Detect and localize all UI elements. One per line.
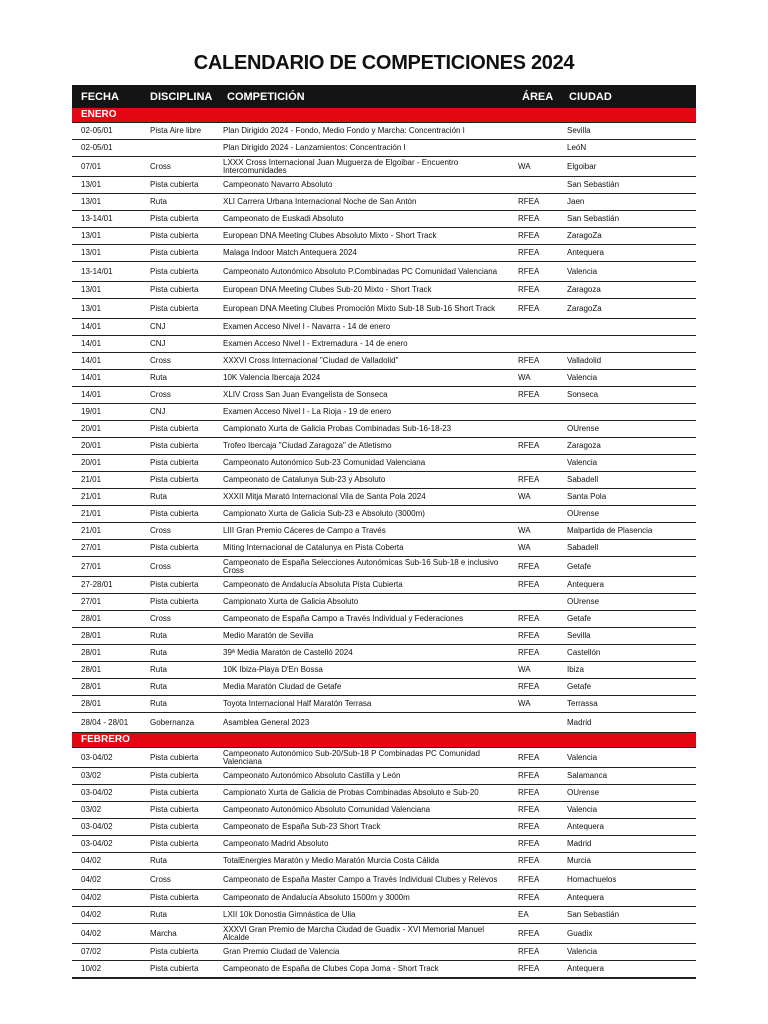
cell-fecha: 14/01: [81, 357, 102, 365]
table-row: [72, 577, 696, 594]
cell-area: RFEA: [518, 286, 540, 294]
cell-disciplina: Pista cubierta: [150, 267, 199, 276]
cell-fecha: 14/01: [81, 323, 102, 331]
cell-competicion: 39ª Media Maratón de Castelló 2024: [223, 649, 353, 657]
cell-area: WA: [518, 162, 531, 171]
cell-fecha: 04/02: [81, 875, 102, 884]
cell-fecha: 28/01: [81, 615, 102, 623]
cell-competicion: Campionato Xurta de Galicia de Probas Combinadas Absoluto e Sub-20: [223, 789, 479, 797]
cell-ciudad: Getafe: [567, 562, 592, 571]
cell-fecha: 20/01: [81, 442, 102, 450]
cell-ciudad: Getafe: [567, 615, 592, 623]
table-row: [72, 455, 696, 472]
calendar-table: [72, 85, 696, 979]
table-row: [72, 924, 696, 944]
cell-disciplina: Pista cubierta: [150, 286, 199, 294]
cell-fecha: 03/02: [81, 806, 102, 814]
table-row: [72, 713, 696, 733]
cell-fecha: 28/01: [81, 683, 102, 691]
table-row: [72, 890, 696, 907]
cell-fecha: 27-28/01: [81, 581, 113, 589]
cell-fecha: 13-14/01: [81, 215, 113, 223]
cell-fecha: 21/01: [81, 510, 102, 518]
cell-ciudad: Ibiza: [567, 666, 584, 674]
table-row: [72, 262, 696, 282]
cell-disciplina: Pista cubierta: [150, 894, 199, 902]
cell-disciplina: Ruta: [150, 911, 167, 919]
cell-fecha: 03/02: [81, 772, 102, 780]
cell-disciplina: Ruta: [150, 374, 167, 382]
cell-competicion: 10K Ibiza-Playa D'En Bossa: [223, 666, 323, 674]
cell-disciplina: Pista cubierta: [150, 753, 199, 762]
cell-competicion: Campeonato Autonómico Sub-20/Sub-18 P Combinadas PC Comunidad Valenciana: [223, 749, 480, 766]
cell-fecha: 13/01: [81, 249, 102, 257]
cell-area: RFEA: [518, 232, 540, 240]
table-row: [72, 594, 696, 611]
cell-competicion: XLIV Cross San Juan Evangelista de Sonseca: [223, 391, 388, 399]
cell-fecha: 04/02: [81, 894, 102, 902]
cell-fecha: 19/01: [81, 408, 102, 416]
cell-fecha: 20/01: [81, 459, 102, 467]
cell-area: RFEA: [518, 391, 540, 399]
cell-ciudad: Antequera: [567, 249, 604, 257]
cell-ciudad: ZaragoZa: [567, 232, 602, 240]
cell-disciplina: Pista cubierta: [150, 425, 199, 433]
cell-fecha: 21/01: [81, 493, 102, 501]
cell-ciudad: OUrense: [567, 510, 600, 518]
cell-ciudad: Sabadell: [567, 544, 599, 552]
cell-disciplina: CNJ: [150, 408, 166, 416]
table-row: [72, 404, 696, 421]
cell-area: RFEA: [518, 948, 540, 956]
cell-disciplina: Pista cubierta: [150, 581, 199, 589]
cell-fecha: 07/01: [81, 162, 102, 171]
cell-ciudad: Zaragoza: [567, 286, 601, 294]
cell-ciudad: Guadix: [567, 929, 593, 938]
cell-ciudad: Madrid: [567, 718, 592, 727]
cell-disciplina: Ruta: [150, 857, 167, 865]
cell-disciplina: Ruta: [150, 683, 167, 691]
cell-competicion: Campeonato Autonómico Sub-23 Comunidad Valenciana: [223, 459, 426, 467]
table-body: [72, 108, 696, 978]
cell-disciplina: Marcha: [150, 929, 177, 938]
cell-area: RFEA: [518, 632, 540, 640]
cell-ciudad: Castellón: [567, 649, 601, 657]
cell-competicion: Gran Premio Ciudad de Valencia: [223, 948, 340, 956]
cell-area: EA: [518, 911, 529, 919]
table-header: [72, 85, 696, 108]
table-row: [72, 211, 696, 228]
table-row: [72, 870, 696, 890]
cell-competicion: Campeonato Autonómico Absoluto P.Combinadas PC Comunidad Valenciana: [223, 267, 498, 276]
table-row: [72, 336, 696, 353]
cell-competicion: Plan Dirigido 2024 - Fondo, Medio Fondo y Marcha: Concentración I: [223, 127, 465, 135]
month-header: ENERO: [72, 108, 696, 123]
cell-disciplina: Ruta: [150, 493, 167, 501]
cell-disciplina: Pista Aire libre: [150, 127, 202, 135]
cell-area: RFEA: [518, 615, 540, 623]
cell-fecha: 28/01: [81, 666, 102, 674]
cell-disciplina: Ruta: [150, 632, 167, 640]
header-ciudad: CIUDAD: [569, 90, 612, 103]
cell-disciplina: Cross: [150, 391, 171, 399]
table-row: [72, 540, 696, 557]
cell-disciplina: Pista cubierta: [150, 806, 199, 814]
table-row: [72, 802, 696, 819]
cell-area: RFEA: [518, 442, 540, 450]
cell-area: RFEA: [518, 357, 540, 365]
cell-disciplina: Ruta: [150, 666, 167, 674]
cell-disciplina: Pista cubierta: [150, 304, 199, 313]
cell-fecha: 27/01: [81, 598, 102, 606]
cell-fecha: 13-14/01: [81, 267, 113, 276]
cell-fecha: 03-04/02: [81, 823, 113, 831]
cell-disciplina: Ruta: [150, 700, 167, 708]
cell-fecha: 03-04/02: [81, 789, 113, 797]
cell-ciudad: Valencia: [567, 948, 598, 956]
cell-area: RFEA: [518, 198, 540, 206]
cell-ciudad: Antequera: [567, 894, 604, 902]
table-row: [72, 123, 696, 140]
cell-disciplina: Pista cubierta: [150, 789, 199, 797]
table-row: [72, 785, 696, 802]
cell-competicion: Campeonato Navarro Absoluto: [223, 181, 333, 189]
cell-competicion: Malaga Indoor Match Antequera 2024: [223, 249, 357, 257]
table-row: [72, 319, 696, 336]
cell-fecha: 27/01: [81, 562, 102, 571]
table-row: [72, 506, 696, 523]
cell-competicion: Plan Dirigido 2024 - Lanzamientos: Concentración I: [223, 144, 406, 152]
cell-competicion: Campeonato de Catalunya Sub-23 y Absoluto: [223, 476, 386, 484]
cell-area: RFEA: [518, 875, 540, 884]
cell-ciudad: Malpartida de Plasencia: [567, 527, 653, 535]
table-row: [72, 387, 696, 404]
cell-area: RFEA: [518, 267, 540, 276]
table-row: [72, 438, 696, 455]
cell-disciplina: Pista cubierta: [150, 948, 199, 956]
cell-competicion: LXXX Cross Internacional Juan Muguerza de Elgoibar - Encuentro Intercomunidades: [223, 158, 459, 175]
cell-disciplina: Cross: [150, 162, 171, 171]
cell-ciudad: Salamanca: [567, 772, 608, 780]
cell-competicion: European DNA Meeting Clubes Absoluto Mixto - Short Track: [223, 232, 437, 240]
cell-fecha: 14/01: [81, 391, 102, 399]
cell-fecha: 28/01: [81, 700, 102, 708]
cell-area: WA: [518, 527, 531, 535]
cell-disciplina: Pista cubierta: [150, 823, 199, 831]
cell-ciudad: Antequera: [567, 823, 604, 831]
cell-competicion: Trofeo Ibercaja "Ciudad Zaragoza" de Atletismo: [223, 442, 392, 450]
header-competicion: COMPETICIÓN: [227, 90, 305, 103]
cell-competicion: Campeonato Autonómico Absoluto Comunidad Valenciana: [223, 806, 431, 814]
cell-area: WA: [518, 700, 531, 708]
cell-competicion: Campionato Xurta de Galicia Absoluto: [223, 598, 359, 606]
cell-ciudad: Hornachuelos: [567, 875, 617, 884]
cell-disciplina: Pista cubierta: [150, 476, 199, 484]
cell-area: RFEA: [518, 683, 540, 691]
cell-competicion: Examen Acceso Nivel I - Extremadura - 14 de enero: [223, 340, 408, 348]
cell-ciudad: Zaragoza: [567, 442, 601, 450]
cell-ciudad: Getafe: [567, 683, 592, 691]
table-row: [72, 228, 696, 245]
cell-fecha: 02-05/01: [81, 127, 113, 135]
cell-ciudad: Valencia: [567, 459, 598, 467]
table-row: [72, 557, 696, 577]
cell-area: RFEA: [518, 649, 540, 657]
header-disciplina: DISCIPLINA: [150, 90, 213, 103]
cell-competicion: Campeonato de Andalucía Absoluto 1500m y 3000m: [223, 894, 410, 902]
table-row: [72, 853, 696, 870]
table-row: [72, 177, 696, 194]
table-row: [72, 489, 696, 506]
cell-fecha: 04/02: [81, 911, 102, 919]
cell-competicion: Miting Internacional de Catalunya en Pista Coberta: [223, 544, 404, 552]
cell-disciplina: Pista cubierta: [150, 772, 199, 780]
cell-competicion: Media Maratón Ciudad de Getafe: [223, 683, 342, 691]
cell-competicion: Examen Acceso Nivel I - La Rioja - 19 de enero: [223, 408, 392, 416]
cell-ciudad: Sevilla: [567, 127, 591, 135]
cell-competicion: Campeonato de España Master Campo a Través Individual Clubes y Relevos: [223, 875, 498, 884]
cell-area: RFEA: [518, 772, 540, 780]
cell-ciudad: LeóN: [567, 144, 587, 152]
cell-fecha: 21/01: [81, 527, 102, 535]
cell-ciudad: Santa Pola: [567, 493, 607, 501]
cell-disciplina: Pista cubierta: [150, 442, 199, 450]
cell-competicion: Examen Acceso Nivel I - Navarra - 14 de enero: [223, 323, 391, 331]
header-area: ÁREA: [522, 90, 554, 103]
cell-disciplina: Cross: [150, 875, 171, 884]
cell-competicion: LIII Gran Premio Cáceres de Campo a Través: [223, 527, 386, 535]
cell-ciudad: San Sebastián: [567, 911, 620, 919]
cell-competicion: Campeonato Autonómico Absoluto Castilla y León: [223, 772, 401, 780]
table-row: [72, 421, 696, 438]
cell-fecha: 03-04/02: [81, 753, 113, 762]
cell-fecha: 02-05/01: [81, 144, 113, 152]
cell-ciudad: San Sebastián: [567, 215, 620, 223]
cell-ciudad: Sabadell: [567, 476, 599, 484]
cell-competicion: 10K Valencia Ibercaja 2024: [223, 374, 321, 382]
cell-competicion: Medio Maratón de Sevilla: [223, 632, 314, 640]
cell-fecha: 14/01: [81, 340, 102, 348]
cell-competicion: LXII 10k Donostia Gimnástica de Ulia: [223, 911, 356, 919]
cell-ciudad: OUrense: [567, 425, 600, 433]
cell-competicion: European DNA Meeting Clubes Sub-20 Mixto - Short Track: [223, 286, 432, 294]
cell-area: RFEA: [518, 476, 540, 484]
cell-competicion: Campionato Xurta de Galicia Probas Combinadas Sub-16-18-23: [223, 425, 452, 433]
cell-fecha: 28/01: [81, 649, 102, 657]
cell-competicion: Campeonato de España Campo a Través Individual y Federaciones: [223, 615, 464, 623]
cell-competicion: XXXII Mitja Marató Internacional Vila de Santa Pola 2024: [223, 493, 426, 501]
cell-disciplina: Pista cubierta: [150, 232, 199, 240]
cell-fecha: 20/01: [81, 425, 102, 433]
cell-fecha: 28/04 - 28/01: [81, 718, 129, 727]
table-row: [72, 472, 696, 489]
cell-ciudad: Jaen: [567, 198, 585, 206]
table-row: [72, 611, 696, 628]
cell-ciudad: Murcia: [567, 857, 592, 865]
cell-disciplina: Ruta: [150, 198, 167, 206]
table-row: [72, 299, 696, 319]
cell-fecha: 13/01: [81, 232, 102, 240]
cell-competicion: Campeonato de Euskadi Absoluto: [223, 215, 344, 223]
table-row: [72, 370, 696, 387]
table-row: [72, 944, 696, 961]
cell-fecha: 14/01: [81, 374, 102, 382]
cell-ciudad: Sonseca: [567, 391, 599, 399]
cell-fecha: 13/01: [81, 286, 102, 294]
page-title: CALENDARIO DE COMPETICIONES 2024: [193, 52, 575, 74]
cell-competicion: XXXVI Cross Internacional "Ciudad de Valladolid": [223, 357, 399, 365]
cell-competicion: European DNA Meeting Clubes Promoción Mixto Sub-18 Sub-16 Short Track: [223, 304, 496, 313]
cell-ciudad: Valencia: [567, 374, 598, 382]
cell-competicion: Campeonato de España Selecciones Autonómicas Sub-16 Sub-18 e inclusivo Cross: [223, 558, 499, 575]
table-row: [72, 645, 696, 662]
cell-disciplina: Cross: [150, 357, 171, 365]
cell-disciplina: Pista cubierta: [150, 510, 199, 518]
cell-competicion: Campeonato de España de Clubes Copa Joma - Short Track: [223, 965, 439, 973]
cell-ciudad: Madrid: [567, 840, 592, 848]
cell-fecha: 04/02: [81, 929, 102, 938]
cell-disciplina: Pista cubierta: [150, 840, 199, 848]
table-row: [72, 628, 696, 645]
cell-fecha: 21/01: [81, 476, 102, 484]
cell-area: RFEA: [518, 965, 540, 973]
cell-disciplina: Pista cubierta: [150, 249, 199, 257]
cell-fecha: 27/01: [81, 544, 102, 552]
table-row: [72, 194, 696, 211]
cell-disciplina: Pista cubierta: [150, 598, 199, 606]
cell-ciudad: Valencia: [567, 806, 598, 814]
cell-disciplina: CNJ: [150, 323, 166, 331]
cell-area: WA: [518, 374, 531, 382]
cell-area: WA: [518, 544, 531, 552]
cell-ciudad: Valencia: [567, 267, 598, 276]
table-row: [72, 245, 696, 262]
cell-area: RFEA: [518, 857, 540, 865]
cell-disciplina: Pista cubierta: [150, 544, 199, 552]
cell-fecha: 03-04/02: [81, 840, 113, 848]
table-row: [72, 353, 696, 370]
cell-competicion: Asamblea General 2023: [223, 718, 310, 727]
table-row: [72, 157, 696, 177]
cell-fecha: 13/01: [81, 181, 102, 189]
cell-disciplina: Cross: [150, 562, 171, 571]
cell-area: RFEA: [518, 562, 540, 571]
cell-disciplina: CNJ: [150, 340, 166, 348]
header-fecha: FECHA: [81, 90, 119, 103]
cell-ciudad: Terrassa: [567, 700, 598, 708]
table-row: [72, 748, 696, 768]
cell-area: RFEA: [518, 304, 540, 313]
cell-disciplina: Pista cubierta: [150, 181, 199, 189]
month-header: FEBRERO: [72, 733, 696, 748]
cell-area: RFEA: [518, 823, 540, 831]
cell-area: RFEA: [518, 249, 540, 257]
table-row: [72, 140, 696, 157]
cell-ciudad: ZaragoZa: [567, 304, 602, 313]
cell-ciudad: Sevilla: [567, 632, 591, 640]
table-row: [72, 836, 696, 853]
table-row: [72, 523, 696, 540]
cell-disciplina: Cross: [150, 527, 171, 535]
cell-area: RFEA: [518, 581, 540, 589]
cell-ciudad: Antequera: [567, 965, 604, 973]
cell-competicion: Campeonato de Andalucía Absoluta Pista Cubierta: [223, 581, 403, 589]
cell-competicion: XLI Carrera Urbana Internacional Noche de San Antón: [223, 198, 417, 206]
cell-fecha: 07/02: [81, 948, 102, 956]
table-row: [72, 662, 696, 679]
cell-fecha: 28/01: [81, 632, 102, 640]
cell-competicion: TotalEnergies Maratón y Medio Maratón Murcia Costa Cálida: [223, 857, 440, 865]
cell-area: RFEA: [518, 840, 540, 848]
cell-area: RFEA: [518, 215, 540, 223]
cell-fecha: 13/01: [81, 198, 102, 206]
cell-ciudad: San Sebastián: [567, 181, 620, 189]
table-row: [72, 768, 696, 785]
cell-competicion: Toyota Internacional Half Maratón Terrasa: [223, 700, 372, 708]
cell-competicion: Campionato Xurta de Galicia Sub-23 e Absoluto (3000m): [223, 510, 425, 518]
cell-ciudad: OUrense: [567, 598, 600, 606]
cell-disciplina: Gobernanza: [150, 718, 195, 727]
cell-disciplina: Pista cubierta: [150, 965, 199, 973]
cell-area: RFEA: [518, 929, 540, 938]
cell-disciplina: Ruta: [150, 649, 167, 657]
cell-competicion: Campeonato Madrid Absoluto: [223, 840, 329, 848]
cell-disciplina: Cross: [150, 615, 171, 623]
cell-competicion: Campeonato de España Sub-23 Short Track: [223, 823, 381, 831]
cell-ciudad: Valladolid: [567, 357, 602, 365]
cell-fecha: 13/01: [81, 304, 102, 313]
cell-fecha: 10/02: [81, 965, 102, 973]
table-row: [72, 907, 696, 924]
cell-ciudad: Elgoibar: [567, 162, 597, 171]
table-row: [72, 961, 696, 978]
cell-competicion: XXXVI Gran Premio de Marcha Ciudad de Guadix - XVI Memorial Manuel Alcalde: [223, 925, 485, 942]
cell-area: RFEA: [518, 789, 540, 797]
cell-disciplina: Pista cubierta: [150, 459, 199, 467]
table-row: [72, 696, 696, 713]
cell-area: WA: [518, 666, 531, 674]
cell-area: RFEA: [518, 806, 540, 814]
table-row: [72, 282, 696, 299]
cell-ciudad: OUrense: [567, 789, 600, 797]
cell-ciudad: Valencia: [567, 753, 598, 762]
cell-disciplina: Pista cubierta: [150, 215, 199, 223]
cell-fecha: 04/02: [81, 857, 102, 865]
table-row: [72, 819, 696, 836]
cell-area: WA: [518, 493, 531, 501]
table-row: [72, 679, 696, 696]
cell-area: RFEA: [518, 894, 540, 902]
cell-area: RFEA: [518, 753, 540, 762]
cell-ciudad: Antequera: [567, 581, 604, 589]
